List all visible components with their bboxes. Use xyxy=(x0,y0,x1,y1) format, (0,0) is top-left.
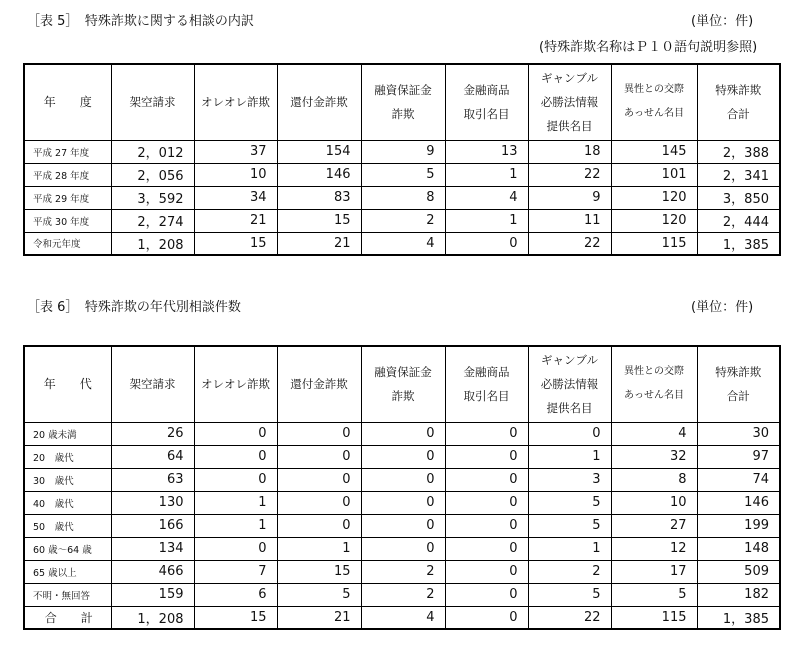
table5-header-row xyxy=(24,64,780,140)
table-cell: 0 xyxy=(445,491,528,514)
table-cell: 15 xyxy=(194,606,277,629)
table-cell: 2，012 xyxy=(111,140,194,163)
table-cell: 34 xyxy=(194,186,277,209)
table-cell: 145 xyxy=(611,140,697,163)
table-cell: 8 xyxy=(361,186,445,209)
table-cell: 64 xyxy=(111,445,194,468)
table-cell: 2，274 xyxy=(111,209,194,232)
table-cell: 154 xyxy=(277,140,361,163)
table6-body xyxy=(24,422,780,629)
table-cell: 1，385 xyxy=(697,606,780,629)
table5-unit: (単位：件) xyxy=(691,14,754,29)
row-label: 平成 29 年度 xyxy=(24,186,111,209)
table-cell: 22 xyxy=(528,163,611,186)
table6-header-text: 金融商品 xyxy=(463,365,510,380)
table-cell: 74 xyxy=(697,468,780,491)
table5-header-col xyxy=(611,64,697,140)
table6-header-row xyxy=(24,346,780,422)
row-label: 20 歳未満 xyxy=(24,422,111,445)
table5-header-text: 取引名目 xyxy=(463,107,510,122)
table6 xyxy=(23,345,781,630)
table-cell: 0 xyxy=(445,583,528,606)
table-cell: 0 xyxy=(194,537,277,560)
table-cell: 0 xyxy=(361,537,445,560)
table-cell: 22 xyxy=(528,232,611,255)
table-cell: 1，208 xyxy=(111,606,194,629)
table-cell: 2 xyxy=(528,560,611,583)
row-label: 20 歳代 xyxy=(24,445,111,468)
table6-header-text: 合計 xyxy=(726,389,750,404)
table-cell: 63 xyxy=(111,468,194,491)
table-cell: 9 xyxy=(528,186,611,209)
table-cell: 0 xyxy=(445,422,528,445)
table-cell: 5 xyxy=(277,583,361,606)
table5-caption: ［表 5］ 特殊詐欺に関する相談の内訳 xyxy=(27,14,254,29)
table-cell: 4 xyxy=(361,606,445,629)
table5 xyxy=(23,63,781,256)
table-cell: 5 xyxy=(528,583,611,606)
table5-header-col xyxy=(111,64,194,140)
table6-header-text: 提供名目 xyxy=(546,401,593,416)
table-cell: 1 xyxy=(194,514,277,537)
table-cell: 0 xyxy=(361,491,445,514)
table5-note: (特殊詐欺名称はＰ１０語句説明参照) xyxy=(539,40,758,55)
table-cell: 2 xyxy=(361,560,445,583)
table-row xyxy=(24,560,780,583)
table-cell: 10 xyxy=(194,163,277,186)
table6-header-text: あっせん名目 xyxy=(624,390,684,402)
table-cell: 0 xyxy=(445,468,528,491)
table-cell: 148 xyxy=(697,537,780,560)
table-row xyxy=(24,232,780,255)
table-cell: 11 xyxy=(528,209,611,232)
table-cell: 130 xyxy=(111,491,194,514)
table-cell: 509 xyxy=(697,560,780,583)
table-cell: 2，056 xyxy=(111,163,194,186)
table-cell: 22 xyxy=(528,606,611,629)
table-cell: 0 xyxy=(361,422,445,445)
table-cell: 26 xyxy=(111,422,194,445)
table-cell: 27 xyxy=(611,514,697,537)
table-cell: 0 xyxy=(445,606,528,629)
table-cell: 0 xyxy=(445,514,528,537)
table6-header-col xyxy=(361,346,445,422)
table-cell: 146 xyxy=(697,491,780,514)
table6-header-text: 架空請求 xyxy=(129,377,176,392)
table-cell: 30 xyxy=(697,422,780,445)
table-cell: 8 xyxy=(611,468,697,491)
table6-header-col xyxy=(611,346,697,422)
table-row xyxy=(24,422,780,445)
table-cell: 166 xyxy=(111,514,194,537)
table-cell: 0 xyxy=(361,514,445,537)
table-cell: 0 xyxy=(445,537,528,560)
table5-header-col xyxy=(194,64,277,140)
row-label: 65 歳以上 xyxy=(24,560,111,583)
table5-header-text: オレオレ詐欺 xyxy=(201,95,270,110)
row-label: 不明・無回答 xyxy=(24,583,111,606)
table6-header-col xyxy=(194,346,277,422)
table-cell: 4 xyxy=(445,186,528,209)
table-row xyxy=(24,537,780,560)
table-row xyxy=(24,583,780,606)
row-label: 令和元年度 xyxy=(24,232,111,255)
table6-header-text: オレオレ詐欺 xyxy=(201,377,270,392)
table-cell: 21 xyxy=(277,606,361,629)
table5-body xyxy=(24,140,780,255)
table-cell: 0 xyxy=(528,422,611,445)
row-label: 60 歳～64 歳 xyxy=(24,537,111,560)
table-cell: 120 xyxy=(611,209,697,232)
table-row xyxy=(24,209,780,232)
table5-header-col xyxy=(361,64,445,140)
table-row xyxy=(24,186,780,209)
table-cell: 2，341 xyxy=(697,163,780,186)
table-cell: 37 xyxy=(194,140,277,163)
table6-header-text: 還付金詐欺 xyxy=(290,377,348,392)
table5-header-col xyxy=(445,64,528,140)
table-cell: 1 xyxy=(445,209,528,232)
table-cell: 21 xyxy=(277,232,361,255)
table-cell: 17 xyxy=(611,560,697,583)
table5-header-col xyxy=(277,64,361,140)
table-cell: 97 xyxy=(697,445,780,468)
table6-header-text: 特殊詐欺 xyxy=(715,365,762,380)
table6-header-text: 異性との交際 xyxy=(624,366,684,378)
table-cell: 3，592 xyxy=(111,186,194,209)
table6-header-col xyxy=(111,346,194,422)
row-label: 50 歳代 xyxy=(24,514,111,537)
table-cell: 9 xyxy=(361,140,445,163)
table-cell: 134 xyxy=(111,537,194,560)
table-cell: 1，385 xyxy=(697,232,780,255)
table-cell: 15 xyxy=(277,209,361,232)
table-cell: 0 xyxy=(277,468,361,491)
table-cell: 182 xyxy=(697,583,780,606)
table5-header-col xyxy=(697,64,780,140)
table5-header-text: 架空請求 xyxy=(129,95,176,110)
table-cell: 5 xyxy=(528,514,611,537)
table-cell: 5 xyxy=(528,491,611,514)
table-cell: 0 xyxy=(277,422,361,445)
table-row xyxy=(24,514,780,537)
table-cell: 0 xyxy=(445,560,528,583)
table-cell: 159 xyxy=(111,583,194,606)
table-cell: 0 xyxy=(194,445,277,468)
table6-header-text: ギャンブル xyxy=(540,353,599,368)
row-label: 合 計 xyxy=(24,606,111,629)
table-cell: 0 xyxy=(445,445,528,468)
table-cell: 3 xyxy=(528,468,611,491)
table-cell: 5 xyxy=(611,583,697,606)
table-cell: 18 xyxy=(528,140,611,163)
table-cell: 115 xyxy=(611,232,697,255)
table5-header-text: 詐欺 xyxy=(391,107,415,122)
table-cell: 0 xyxy=(445,232,528,255)
table-cell: 6 xyxy=(194,583,277,606)
table-cell: 1，208 xyxy=(111,232,194,255)
table-cell: 101 xyxy=(611,163,697,186)
row-label: 平成 28 年度 xyxy=(24,163,111,186)
table6-header-text: 取引名目 xyxy=(463,389,510,404)
table-row xyxy=(24,445,780,468)
table-cell: 15 xyxy=(277,560,361,583)
table-cell: 466 xyxy=(111,560,194,583)
table5-header-text: 特殊詐欺 xyxy=(715,83,762,98)
table-row xyxy=(24,491,780,514)
row-label: 40 歳代 xyxy=(24,491,111,514)
table-cell: 4 xyxy=(611,422,697,445)
row-label: 30 歳代 xyxy=(24,468,111,491)
table-cell: 4 xyxy=(361,232,445,255)
table6-unit: (単位：件) xyxy=(691,300,754,315)
table-cell: 115 xyxy=(611,606,697,629)
table6-header-first: 年 代 xyxy=(24,346,111,422)
table-cell: 1 xyxy=(277,537,361,560)
table6-header-text: 融資保証金 xyxy=(374,365,432,380)
table-cell: 32 xyxy=(611,445,697,468)
table5-header-text: 合計 xyxy=(726,107,750,122)
table-cell: 146 xyxy=(277,163,361,186)
table6-header-col xyxy=(445,346,528,422)
row-label: 平成 27 年度 xyxy=(24,140,111,163)
table-cell: 0 xyxy=(194,422,277,445)
table6-header-col xyxy=(528,346,611,422)
table5-header-first: 年 度 xyxy=(24,64,111,140)
table-cell: 15 xyxy=(194,232,277,255)
table-cell: 1 xyxy=(528,537,611,560)
table-cell: 1 xyxy=(194,491,277,514)
table5-header-text: ギャンブル xyxy=(540,71,599,86)
table5-header-text: 提供名目 xyxy=(546,119,593,134)
table6-header-col xyxy=(277,346,361,422)
table-cell: 0 xyxy=(361,468,445,491)
table-cell: 0 xyxy=(277,445,361,468)
table-row xyxy=(24,163,780,186)
table-cell: 0 xyxy=(194,468,277,491)
table-cell: 3，850 xyxy=(697,186,780,209)
table5-header-text: 還付金詐欺 xyxy=(290,95,348,110)
table6-header-text: 必勝法情報 xyxy=(540,377,599,392)
table-cell: 0 xyxy=(277,491,361,514)
table5-header-text: あっせん名目 xyxy=(624,108,684,120)
table-cell: 1 xyxy=(445,163,528,186)
table5-header-text: 金融商品 xyxy=(463,83,510,98)
table-cell: 7 xyxy=(194,560,277,583)
table-cell: 2，388 xyxy=(697,140,780,163)
table5-header-text: 異性との交際 xyxy=(624,84,684,96)
table6-total-row xyxy=(24,606,780,629)
table6-header-text: 詐欺 xyxy=(391,389,415,404)
table-cell: 0 xyxy=(361,445,445,468)
row-label: 平成 30 年度 xyxy=(24,209,111,232)
table6-caption: ［表 6］ 特殊詐欺の年代別相談件数 xyxy=(27,300,241,315)
table-row xyxy=(24,140,780,163)
table-cell: 2 xyxy=(361,583,445,606)
table-cell: 12 xyxy=(611,537,697,560)
table-cell: 2，444 xyxy=(697,209,780,232)
table5-header-text: 融資保証金 xyxy=(374,83,432,98)
table-cell: 1 xyxy=(528,445,611,468)
table-cell: 13 xyxy=(445,140,528,163)
table6-header-col xyxy=(697,346,780,422)
table-cell: 10 xyxy=(611,491,697,514)
table-cell: 83 xyxy=(277,186,361,209)
table-cell: 5 xyxy=(361,163,445,186)
table-cell: 21 xyxy=(194,209,277,232)
table-cell: 120 xyxy=(611,186,697,209)
table-cell: 2 xyxy=(361,209,445,232)
table5-header-text: 必勝法情報 xyxy=(540,95,599,110)
table5-header-col xyxy=(528,64,611,140)
table-cell: 0 xyxy=(277,514,361,537)
table-row xyxy=(24,468,780,491)
table-cell: 199 xyxy=(697,514,780,537)
